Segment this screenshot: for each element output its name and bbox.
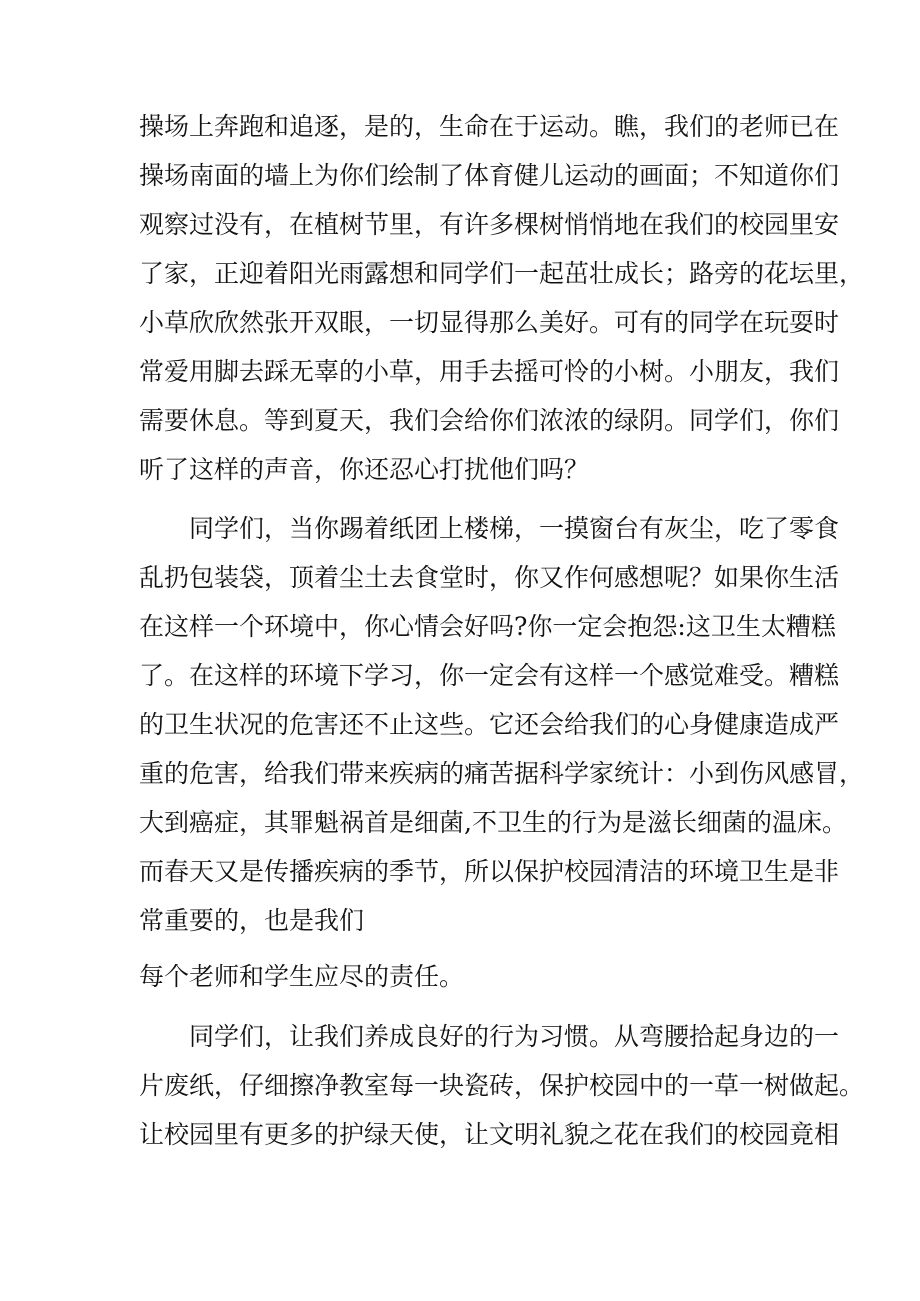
paragraph-2-line-7: 大到癌症，其罪魁祸首是细菌,不卫生的行为是滋长细菌的温床。 bbox=[139, 808, 847, 837]
paragraph-1-line-1: 操场上奔跑和追逐，是的，生命在于运动。瞧，我们的老师已在 bbox=[139, 112, 840, 141]
paragraph-1-line-8: 听了这样的声音，你还忍心打扰他们吗？ bbox=[139, 455, 590, 484]
paragraph-4-line-3: 让校园里有更多的护绿天使，让文明礼貌之花在我们的校园竟相 bbox=[139, 1120, 840, 1149]
paragraph-2-line-1: 同学们，当你踢着纸团上楼梯，一摸窗台有灰尘，吃了零食 bbox=[189, 514, 840, 543]
paragraph-1-line-7: 需要休息。等到夏天，我们会给你们浓浓的绿阴。同学们，你们 bbox=[139, 406, 840, 435]
paragraph-1-line-5: 小草欣欣然张开双眼，一切显得那么美好。可有的同学在玩耍时 bbox=[139, 308, 840, 337]
paragraph-2-line-8: 而春天又是传播疾病的季节，所以保护校园清洁的环境卫生是非 bbox=[139, 857, 840, 886]
paragraph-1-line-3: 观察过没有，在植树节里，有许多棵树悄悄地在我们的校园里安 bbox=[139, 210, 840, 239]
paragraph-2-line-5: 的卫生状况的危害还不止这些。它还会给我们的心身健康造成严 bbox=[139, 710, 840, 739]
paragraph-2-line-2: 乱扔包装袋，顶着尘土去食堂时，你又作何感想呢？如果你生活 bbox=[139, 563, 840, 592]
paragraph-2-line-4: 了。在这样的环境下学习，你一定会有这样一个感觉难受。糟糕 bbox=[139, 661, 840, 690]
paragraph-2-line-3: 在这样一个环境中，你心情会好吗?你一定会抱怨:这卫生太糟糕 bbox=[139, 612, 836, 641]
paragraph-1-line-4: 了家，正迎着阳光雨露想和同学们一起茁壮成长；路旁的花坛里， bbox=[139, 259, 865, 288]
paragraph-2-line-9: 常重要的，也是我们 bbox=[139, 906, 365, 935]
paragraph-1-line-2: 操场南面的墙上为你们绘制了体育健儿运动的画面；不知道你们 bbox=[139, 161, 840, 190]
paragraph-4-line-2: 片废纸，仔细擦净教室每一块瓷砖，保护校园中的一草一树做起。 bbox=[139, 1071, 865, 1100]
paragraph-4-line-1: 同学们，让我们养成良好的行为习惯。从弯腰拾起身边的一 bbox=[189, 1022, 840, 1051]
paragraph-1-line-6: 常爱用脚去踩无辜的小草，用手去摇可怜的小树。小朋友，我们 bbox=[139, 357, 840, 386]
paragraph-3-line-1: 每个老师和学生应尽的责任。 bbox=[139, 962, 465, 991]
paragraph-2-line-6: 重的危害，给我们带来疾病的痛苦据科学家统计：小到伤风感冒， bbox=[139, 759, 865, 788]
